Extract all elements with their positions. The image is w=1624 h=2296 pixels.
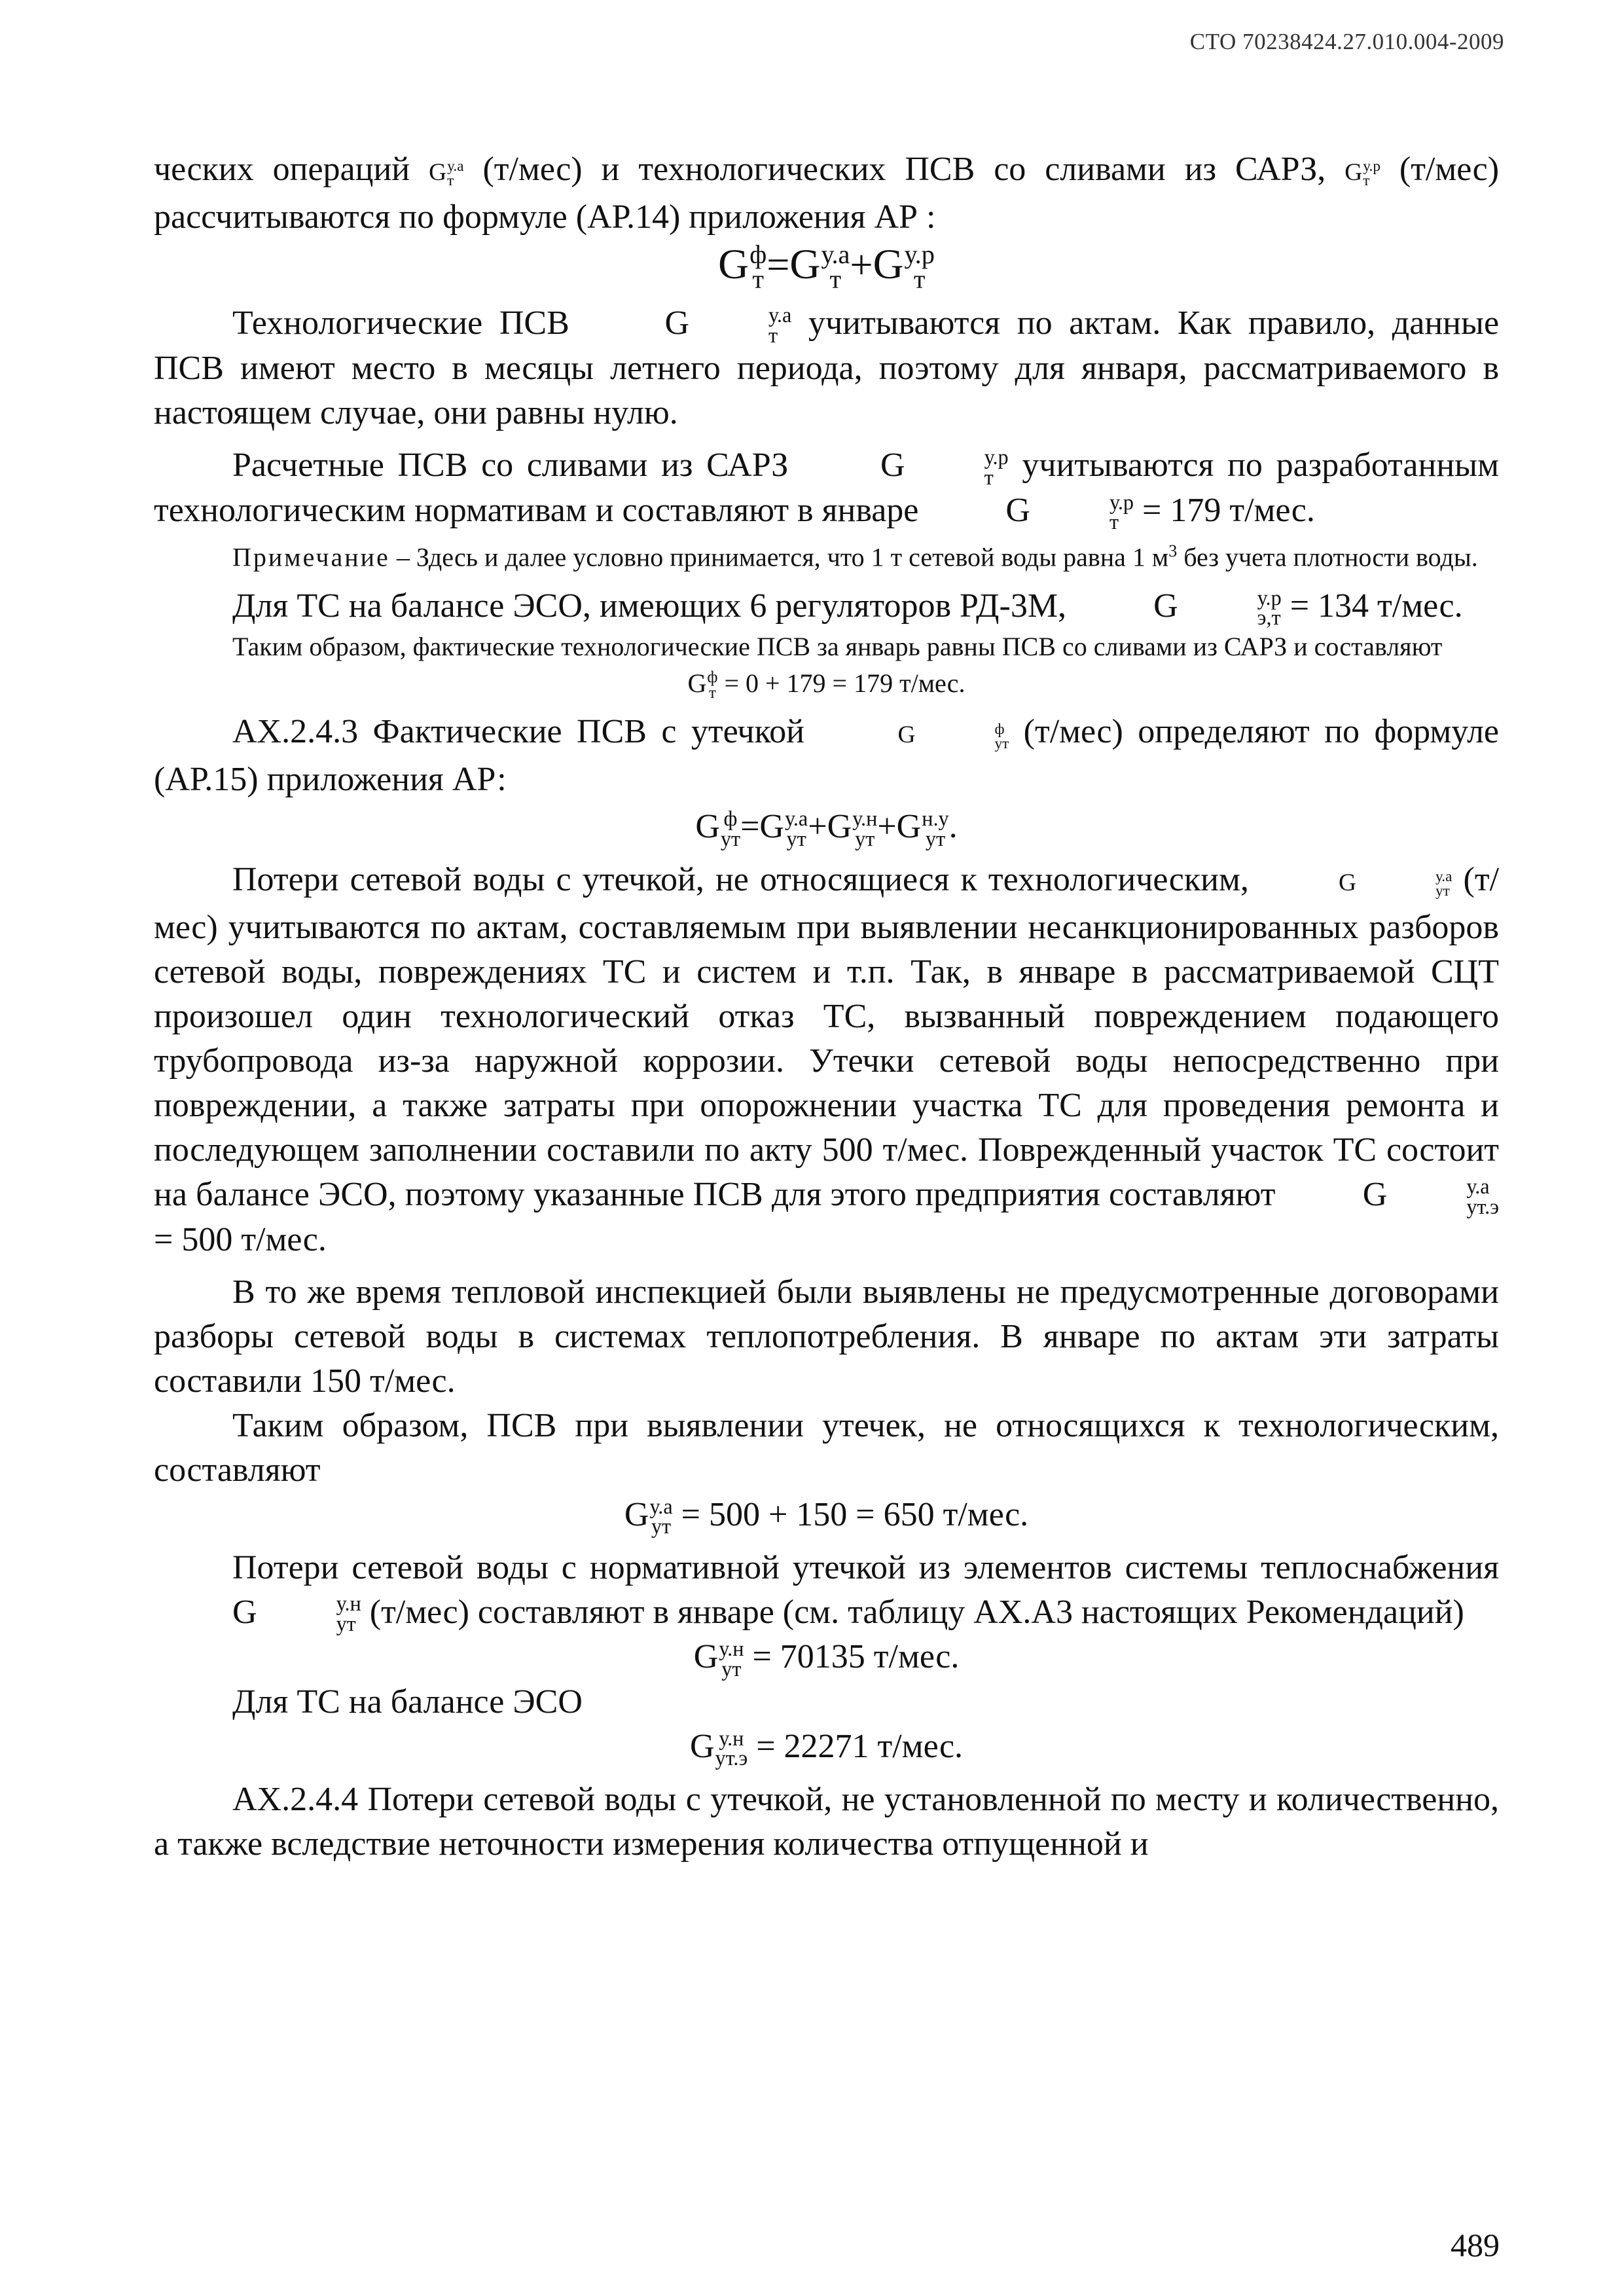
note-label: Примечание [232,542,390,572]
paragraph-6: АХ.2.4.3 Фактические ПСВ с утечкой G ф ут (т/мес) определяют по формуле (АР.15) приложения АР: [154,713,1500,799]
symbol-g-t-yp: G у.р т [873,239,935,295]
symbol-g-ut-ny: G н.у ут [896,807,949,850]
symbol-g-ut-f: G ф ут [897,720,1009,752]
paragraph-1 [154,147,1499,240]
note: Примечание – Здесь и далее условно принимается, что 1 т сетевой воды равна 1 $м^3$ без учета плотности воды. [232,541,1478,572]
symbol-g-ute-yn: G у.н ут.э [689,1726,748,1770]
symbol-g-ut-yn: G у.н ут [232,1592,361,1635]
symbol-g-ut-ya: G у.а ут [624,1494,673,1539]
symbol-g-ute-ya: G у.а ут.э [1362,1174,1499,1218]
paragraph-3: Расчетные ПСВ со сливами из САРЗ G у.р т учитываются по разработанным технологическим нормативам и составляют в январе G у.р т = 179 т/мес. [154,443,1499,533]
text-fragment: (т/мес) рассчитываются по формуле (АР.14) приложения АР : [154,151,1500,236]
equation-gut-ya: G у.а ут = 500 + 150 = 650 т/мес. [154,1493,1499,1538]
symbol-g-t-yp: G у.р т [1344,158,1380,190]
symbol-g-t-f: G ф т [718,239,767,295]
page-number: 489 [1451,2227,1500,2263]
symbol-g-t-ya: G у.а т [429,158,464,190]
symbol-g-ut-f: G ф ут [695,807,741,850]
page-body [154,147,1499,1867]
symbol-g-t-yp: G у.р т [880,445,1009,489]
paragraph-12: АХ.2.4.4 Потери сетевой воды с утечкой, не установленной по месту и количественно, а также вследствие неточности измерения количества отпущенной и [154,1780,1499,1863]
paragraph-5: Таким образом, фактические технологические ПСВ за январь равны ПСВ со сливами из САРЗ и составляют [232,632,1443,662]
equation-gute-yn: G у.н ут.э = 22271 т/мес. [154,1724,1499,1770]
symbol-g-ut-ya: G у.а ут [1338,868,1453,900]
symbol-g-t-ya: G у.а т [789,239,850,295]
symbol-g-t-ya: G у.а т [664,303,792,347]
document-code: СТО 70238424.27.010.004-2009 [1189,29,1504,54]
paragraph-8: В то же время тепловой инспекцией были выявлены не предусмотренные договорами разборы сетевой воды в системах теплопотребления. В январе по актам эти затраты составили 150 т/мес. [154,1273,1499,1400]
symbol-g-ut-yn: G у.н ут [693,1637,744,1681]
paragraph-11: Для ТС на балансе ЭСО [232,1683,583,1721]
paragraph-2: Технологические ПСВ G у.а т учитываются по актам. Как правило, данные ПСВ имеют место в месяцы летнего периода, поэтому для января, рассматриваемого в настоящем случае, они равны нулю. [154,301,1499,435]
symbol-g-t-yp: G у.р т [1005,490,1134,534]
symbol-g-et-yp: G у.р э,т [1153,585,1282,630]
paragraph-10: Потери сетевой воды с нормативной утечкой из элементов системы теплоснабжения G у.н ут (т/мес) составляют в январе (см. таблицу АХ.А3 настоящих Рекомендаций) [154,1546,1499,1635]
formula-ar15: G ф ут =G у.а ут +G у.н ут +G н.у ут . [154,805,1499,850]
symbol-g-ut-yn: G у.н ут [827,807,878,850]
paragraph-7: Потери сетевой воды с утечкой, не относящиеся к технологическим, G у.а ут (т/мес) учитываются по актам, составляемым при выявлении несанкционированных разборов сетевой воды, повреждениях ТС и систем и т.п. Так, в январе в рассматриваемой СЦТ произошел один технологический отказ ТС, вызванный повреждением подающего трубопровода из-за наружной коррозии. Утечки сетевой воды непосредственно при повреждении, а также затраты при опорожнении участка ТС для проведения ремонта и последующем заполнении составили по акту 500 т/мес. Поврежденный участок ТС состоит на балансе ЭСО, поэтому указанные ПСВ для этого предприятия составляют G у.а ут.э = 500 т/мес. [154,861,1500,1258]
paragraph-9: Таким образом, ПСВ при выявлении утечек, не относящихся к технологическим, составляют [154,1406,1499,1489]
equation-gut-yn: G у.н ут = 70135 т/мес. [154,1635,1499,1680]
text-fragment: ческих операций [154,151,410,188]
paragraph-4: Для ТС на балансе ЭСО, имеющих 6 регуляторов РД-3М, G у.р э,т = 134 т/мес. [154,584,1499,629]
equation-gt-f: G ф т = 0 + 179 = 179 т/мес. [154,665,1499,702]
text-fragment: (т/мес) и технологических ПСВ со сливами из САРЗ, [482,151,1326,188]
symbol-g-t-f: G ф т [687,668,718,702]
formula-ar14: G ф т =G у.а т +G у.р т [718,239,935,295]
symbol-g-ut-ya: G у.а ут [759,807,808,850]
